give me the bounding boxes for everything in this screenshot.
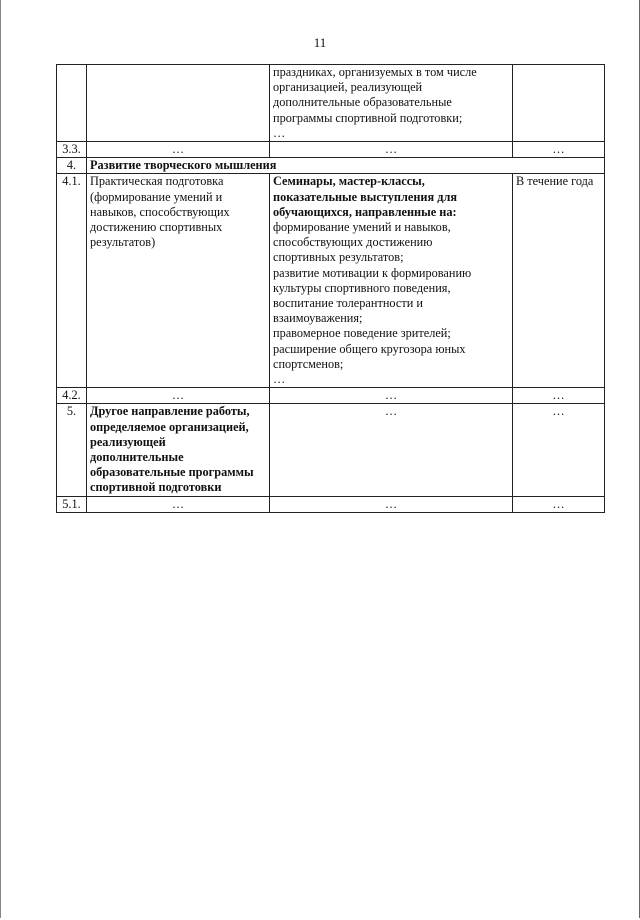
text-line: организацией, реализующей [273, 80, 423, 95]
text-line-bold: реализующей [90, 434, 166, 449]
text-line-bold: Другое направление работы, [90, 404, 250, 419]
cell-activities [270, 65, 513, 142]
cell-content [87, 65, 270, 142]
cell-content: … [87, 388, 270, 404]
cell-number: 3.3. [57, 142, 87, 158]
cell-activities [270, 174, 513, 388]
cell-content: … [87, 496, 270, 512]
text-line: праздниках, организуемых в том числе [273, 65, 477, 79]
text-line: … [273, 372, 286, 387]
text-line: взаимоуважения; [273, 311, 363, 326]
text-line-bold: дополнительные [90, 450, 184, 465]
text-line: правомерное поведение зрителей; [273, 326, 451, 341]
text-line: спортсменов; [273, 356, 344, 371]
text-line: … [273, 125, 286, 140]
cell-number: 4.1. [57, 174, 87, 388]
cell-timing: … [513, 142, 605, 158]
text-line: культуры спортивного поведения, [273, 280, 451, 295]
text-line: результатов) [90, 235, 156, 250]
cell-content: … [87, 142, 270, 158]
table-row-section-4 [57, 158, 605, 174]
cell-timing: … [513, 496, 605, 512]
table-row-4-1 [57, 174, 605, 388]
text-line: навыков, способствующих [90, 204, 230, 219]
table-row-continuation [57, 65, 605, 142]
text-line: (формирование умений и [90, 189, 223, 204]
text-line: расширение общего кругозора юных [273, 341, 466, 356]
text-line-bold: показательные выступления для [273, 189, 458, 204]
page-number: 11 [313, 35, 327, 50]
cell-number [57, 65, 87, 142]
table-row-5-1 [57, 496, 605, 512]
text-line: способствующих достижению [273, 235, 433, 250]
text-line: формирование умений и навыков, [273, 220, 451, 235]
plan-table [56, 64, 605, 513]
cell-activities: … [270, 388, 513, 404]
text-line-bold: обучающихся, направленные на: [273, 204, 457, 219]
cell-content [87, 404, 270, 496]
table-row-section-5 [57, 404, 605, 496]
cell-activities: … [270, 404, 513, 496]
cell-activities: … [270, 496, 513, 512]
text-line: достижению спортивных [90, 220, 223, 235]
cell-timing: … [513, 388, 605, 404]
table-row-4-2 [57, 388, 605, 404]
text-line-bold: образовательные программы [90, 465, 254, 480]
text-line: спортивных результатов; [273, 250, 404, 265]
cell-number: 5.1. [57, 496, 87, 512]
cell-activities: … [270, 142, 513, 158]
cell-timing: … [513, 404, 605, 496]
text-line-bold: определяемое организацией, [90, 419, 249, 434]
text-line: Практическая подготовка [90, 174, 224, 189]
text-line: дополнительные образовательные [273, 95, 452, 110]
text-line: развитие мотивации к формированию [273, 265, 472, 280]
text-line: воспитание толерантности и [273, 296, 423, 311]
cell-number: 5. [57, 404, 87, 496]
table-row-3-3 [57, 142, 605, 158]
section-title: Развитие творческого мышления [87, 158, 605, 174]
cell-number: 4.2. [57, 388, 87, 404]
cell-timing: В течение года [513, 174, 605, 388]
cell-content [87, 174, 270, 388]
text-line-bold: спортивной подготовки [90, 480, 222, 495]
cell-timing [513, 65, 605, 142]
text-line: программы спортивной подготовки; [273, 110, 463, 125]
cell-number: 4. [57, 158, 87, 174]
text-line-bold: Семинары, мастер-классы, [273, 174, 425, 189]
